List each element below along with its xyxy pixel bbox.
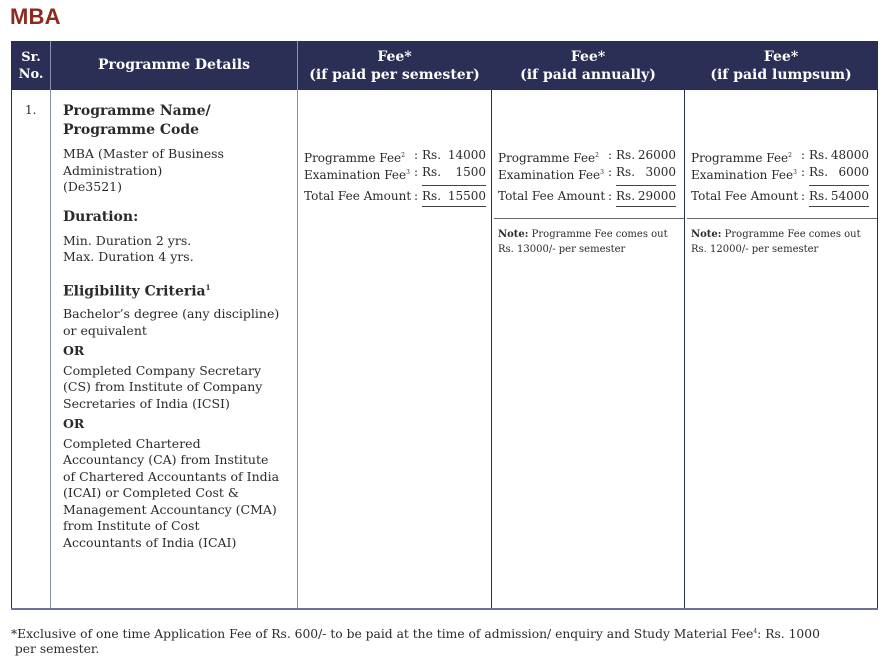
min-duration: Min. Duration 2 yrs.	[63, 232, 192, 248]
footnote-ref: 3	[600, 169, 604, 176]
programme-fee-row	[691, 147, 869, 164]
eligibility-line: from Institute of Cost	[63, 518, 200, 534]
programme-fee-value: 26000	[637, 148, 676, 162]
colon: :	[608, 148, 613, 162]
header-fee-semester	[298, 41, 491, 90]
lumpsum-note	[691, 227, 861, 257]
colon: :	[414, 189, 419, 203]
exam-fee-label-text: Examination Fee	[691, 168, 794, 182]
colon: :	[801, 148, 806, 162]
exam-fee-row	[498, 164, 676, 181]
header-sr-no-line2: No.	[18, 66, 44, 82]
note-text: Programme Fee comes out	[528, 229, 668, 240]
header-sr-no-line1: Sr.	[21, 49, 41, 65]
duration-block	[63, 233, 295, 266]
colon: :	[608, 189, 613, 203]
exam-fee-value: 1500	[455, 165, 486, 179]
footnote-ref: 4	[753, 628, 758, 635]
eligibility-line: Management Accountancy (CMA)	[63, 501, 277, 517]
fee-semester-cell	[304, 147, 486, 205]
total-fee-row	[691, 188, 869, 205]
column-divider	[297, 41, 298, 609]
total-fee-label: Total Fee Amount	[498, 189, 606, 203]
total-fee-value: 15500	[447, 189, 486, 203]
header-fee-annual-line1: Fee*	[570, 48, 606, 65]
duration-heading: Duration:	[63, 208, 139, 225]
header-fee-annual-line2: (if paid annually)	[520, 66, 656, 83]
eligibility-line: or equivalent	[63, 322, 147, 338]
or-separator: OR	[63, 343, 85, 359]
programme-name-block	[63, 146, 295, 196]
exam-fee-label-text: Examination Fee	[498, 168, 601, 182]
programme-details-cell	[63, 102, 295, 551]
footnote-ref: 2	[595, 152, 599, 159]
column-divider	[50, 41, 51, 609]
total-underline	[422, 206, 486, 207]
programme-code-heading: Programme Code	[63, 122, 200, 138]
colon: :	[801, 165, 806, 179]
programme-name-heading: Programme Name/	[63, 103, 211, 119]
total-underline	[809, 206, 869, 207]
programme-fee-label-text: Programme Fee	[498, 151, 596, 165]
programme-fee-row	[498, 147, 676, 164]
note-separator	[494, 218, 684, 219]
note-label: Note:	[498, 229, 529, 240]
total-fee-value: 54000	[830, 189, 869, 203]
note-line	[498, 227, 668, 242]
currency: Rs.	[422, 165, 442, 179]
header-fee-annual	[492, 41, 684, 90]
total-fee-label: Total Fee Amount	[691, 189, 799, 203]
fee-table	[11, 41, 878, 609]
eligibility-line: Accountants of India (ICAI)	[63, 534, 237, 550]
programme-name-line: Administration)	[63, 162, 163, 178]
note-text: Programme Fee comes out	[721, 229, 861, 240]
eligibility-heading-text: Eligibility Criteria	[63, 283, 206, 300]
table-header	[11, 41, 878, 90]
eligibility-line: (ICAI) or Completed Cost &	[63, 485, 240, 501]
footnote-ref: 3	[793, 169, 797, 176]
exam-fee-label	[691, 164, 797, 184]
footnote-ref: 3	[406, 169, 410, 176]
header-fee-lumpsum-line2: (if paid lumpsum)	[710, 66, 852, 83]
total-fee-label: Total Fee Amount	[304, 189, 412, 203]
currency: Rs.	[809, 165, 829, 179]
currency: Rs.	[809, 189, 829, 203]
max-duration: Max. Duration 4 yrs.	[63, 249, 194, 264]
exam-fee-label-text: Examination Fee	[304, 168, 407, 182]
footnote-text: *Exclusive of one time Application Fee of Rs. 600/- to be paid at the time of admission/ enquiry and Study Material Fee	[11, 627, 754, 642]
footnote-ref: 2	[788, 152, 792, 159]
currency: Rs.	[616, 165, 636, 179]
currency: Rs.	[422, 148, 442, 162]
currency: Rs.	[422, 189, 442, 203]
header-fee-semester-line2: (if paid per semester)	[309, 66, 480, 83]
total-fee-value: 29000	[637, 189, 676, 203]
header-fee-lumpsum	[685, 41, 877, 90]
table-right-border	[877, 41, 878, 609]
eligibility-line: Secretaries of India (ICSI)	[63, 395, 230, 411]
total-underline	[616, 206, 676, 207]
eligibility-option	[63, 363, 295, 413]
fee-annual-cell	[498, 147, 676, 205]
eligibility-line: (CS) from Institute of Company	[63, 379, 263, 395]
footnote-line: per semester.	[11, 642, 100, 657]
note-separator	[687, 218, 877, 219]
currency: Rs.	[809, 148, 829, 162]
exam-fee-label	[304, 164, 410, 184]
eligibility-option	[63, 436, 295, 552]
sum-line	[809, 185, 869, 186]
programme-fee-value: 48000	[830, 148, 869, 162]
eligibility-line: of Chartered Accountants of India	[63, 468, 280, 484]
page-title: MBA	[10, 4, 61, 29]
exam-fee-row	[304, 164, 486, 181]
programme-fee-label-text: Programme Fee	[691, 151, 789, 165]
footnote-ref: 2	[401, 152, 405, 159]
sum-line	[616, 185, 676, 186]
programme-fee-row	[304, 147, 486, 164]
exam-fee-row	[691, 164, 869, 181]
colon: :	[414, 165, 419, 179]
eligibility-option	[63, 306, 295, 339]
currency: Rs.	[616, 189, 636, 203]
table-left-border	[11, 90, 12, 609]
footnote-text: : Rs. 1000	[757, 627, 820, 642]
column-divider	[684, 41, 685, 609]
annual-note	[498, 227, 668, 257]
note-line	[691, 227, 861, 242]
currency: Rs.	[616, 148, 636, 162]
exam-fee-label	[498, 164, 604, 184]
fee-lumpsum-cell	[691, 147, 869, 205]
or-separator: OR	[63, 416, 85, 432]
eligibility-heading	[63, 278, 295, 302]
exam-fee-value: 3000	[645, 165, 676, 179]
total-fee-row	[498, 188, 676, 205]
header-fee-lumpsum-line1: Fee*	[763, 48, 799, 65]
header-programme-details	[51, 41, 297, 90]
colon: :	[801, 189, 806, 203]
column-divider	[491, 41, 492, 609]
header-fee-semester-line1: Fee*	[377, 48, 412, 65]
eligibility-line: Completed Chartered	[63, 435, 201, 451]
note-line: Rs. 12000/- per semester	[691, 244, 819, 255]
eligibility-footnote-ref: 1	[205, 282, 211, 292]
note-label: Note:	[691, 229, 722, 240]
table-bottom-border	[11, 608, 878, 610]
colon: :	[414, 148, 419, 162]
total-fee-row	[304, 188, 486, 205]
programme-name-line: MBA (Master of Business	[63, 146, 224, 161]
eligibility-line: Accountancy (CA) from Institute	[63, 452, 269, 468]
sum-line	[422, 185, 486, 186]
eligibility-line: Completed Company Secretary	[63, 362, 262, 378]
exam-fee-value: 6000	[838, 165, 869, 179]
programme-fee-value: 14000	[447, 148, 486, 162]
header-sr-no	[11, 41, 51, 90]
note-line: Rs. 13000/- per semester	[498, 244, 626, 255]
serial-number: 1.	[25, 103, 37, 117]
programme-fee-label-text: Programme Fee	[304, 151, 402, 165]
colon: :	[608, 165, 613, 179]
footnote	[11, 624, 881, 657]
programme-code: (De3521)	[63, 179, 122, 194]
eligibility-line: Bachelor’s degree (any discipline)	[63, 306, 280, 322]
footnote-line	[11, 624, 881, 642]
header-programme-details-label: Programme Details	[98, 57, 250, 73]
